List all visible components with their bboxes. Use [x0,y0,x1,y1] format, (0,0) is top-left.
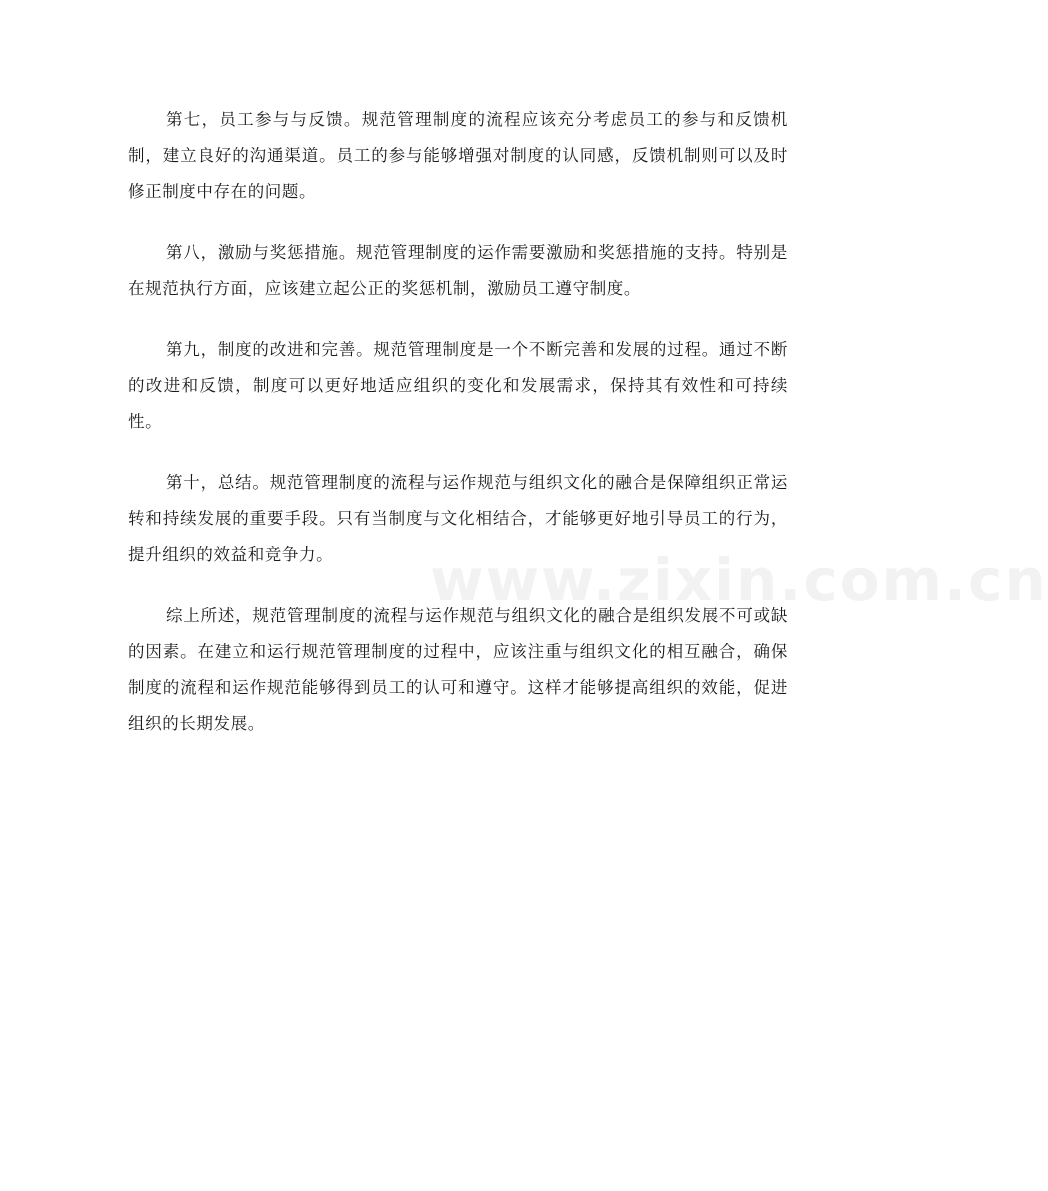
paragraph-seventh-point: 第七，员工参与与反馈。规范管理制度的流程应该充分考虑员工的参与和反馈机制，建立良好的沟通渠道。员工的参与能够增强对制度的认同感，反馈机制则可以及时修正制度中存在的问题。 [128,110,788,201]
paragraph-ninth-point: 第九，制度的改进和完善。规范管理制度是一个不断完善和发展的过程。通过不断的改进和反馈，制度可以更好地适应组织的变化和发展需求，保持其有效性和可持续性。 [128,340,788,431]
paragraph-eighth-point: 第八，激励与奖惩措施。规范管理制度的运作需要激励和奖惩措施的支持。特别是在规范执行方面，应该建立起公正的奖惩机制，激励员工遵守制度。 [128,243,788,298]
document-body [128,102,788,767]
paragraph-conclusion: 综上所述，规范管理制度的流程与运作规范与组织文化的融合是组织发展不可或缺的因素。在建立和运行规范管理制度的过程中，应该注重与组织文化的相互融合，确保制度的流程和运作规范能够得到员工的认可和遵守。这样才能够提高组织的效能，促进组织的长期发展。 [128,606,788,733]
paragraph-tenth-point: 第十，总结。规范管理制度的流程与运作规范与组织文化的融合是保障组织正常运转和持续发展的重要手段。只有当制度与文化相结合，才能够更好地引导员工的行为，提升组织的效益和竞争力。 [128,473,788,564]
watermark: www.zixin.com.cn [430,546,1048,614]
